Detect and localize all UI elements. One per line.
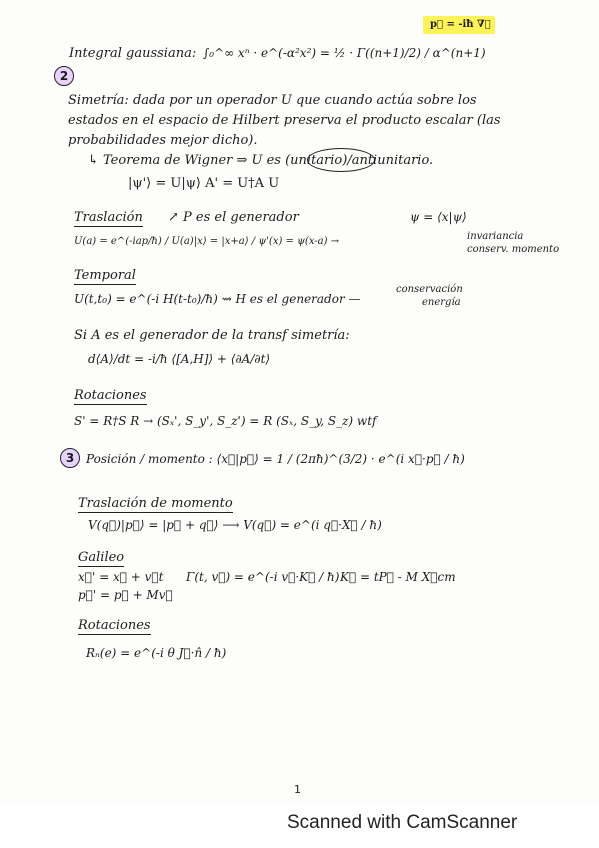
wigner-theorem: ↳ Teorema de Wigner ⇒ U es (unitario)/antiunitario. xyxy=(88,153,434,168)
section-number-3: 3 xyxy=(60,448,80,468)
rotation-operator: Rₙ(e) = e^(-i θ J⃗·n̂ / ħ) xyxy=(86,646,227,660)
page-number: 1 xyxy=(294,783,301,796)
traslacion-title: Traslación xyxy=(74,210,143,225)
galileo-position: x⃗' = x⃗ + v⃗t xyxy=(78,570,164,584)
traslacion-momento-title: Traslación de momento xyxy=(78,496,233,511)
symmetry-line-2: estados en el espacio de Hilbert preserva el producto escalar (las xyxy=(68,113,501,128)
gaussian-label: Integral gaussiana: xyxy=(69,46,197,61)
symmetry-line-1: Simetría: dada por un operador U que cuando actúa sobre los xyxy=(68,93,477,108)
state-transform: |ψ'⟩ = U|ψ⟩ A' = U†A U xyxy=(128,176,280,191)
psi-definition: ψ = ⟨x|ψ⟩ xyxy=(410,210,467,224)
symmetry-line-3: probabilidades mejor dicho). xyxy=(68,133,258,148)
traslacion-formula: U(a) = e^(-iap/ħ) / U(a)|x⟩ = |x+a⟩ / ψ'(x) = ψ(x-a) → xyxy=(74,236,340,247)
momentum-operator-note: p⃗ = -iħ ∇⃗ xyxy=(430,19,491,30)
boost-generator: K⃗ = tP⃗ - M X⃗cm xyxy=(340,570,456,584)
position-momentum: Posición / momento : ⟨x⃗|p⃗⟩ = 1 / (2πħ)^(3/2) · e^(i x⃗·p⃗ / ħ) xyxy=(86,452,465,466)
momentum-translation-formula: V(q⃗)|p⃗⟩ = |p⃗ + q⃗⟩ ⟶ V(q⃗) = e^(i q⃗·X⃗ / ħ) xyxy=(88,518,382,532)
energia-note: energía xyxy=(422,297,461,308)
galileo-title: Galileo xyxy=(78,550,125,565)
camscanner-watermark: Scanned with CamScanner xyxy=(287,812,518,833)
heisenberg-equation: d⟨A⟩/dt = -i/ħ ⟨[A,H]⟩ + ⟨∂A/∂t⟩ xyxy=(88,352,271,366)
galileo-operator: Γ(t, v⃗) = e^(-i v⃗·K⃗ / ħ) xyxy=(186,570,340,584)
conservacion-note: conservación xyxy=(396,284,463,295)
traslacion-generator: ↗ P es el generador xyxy=(168,210,299,225)
gaussian-formula: ∫₀^∞ xⁿ · e^(-α²x²) = ½ · Γ((n+1)/2) / α^(n+1) xyxy=(203,46,486,60)
rotaciones-title: Rotaciones xyxy=(74,388,147,403)
invariancia-note: invariancia xyxy=(467,231,524,242)
section-number-2: 2 xyxy=(54,66,74,86)
temporal-title: Temporal xyxy=(74,268,136,283)
rotaciones-2-title: Rotaciones xyxy=(78,618,151,633)
generator-statement: Si A es el generador de la transf simetría: xyxy=(74,328,350,343)
temporal-formula: U(t,t₀) = e^(-i H(t-t₀)/ħ) ⇝ H es el generador — xyxy=(74,292,361,306)
galileo-momentum: p⃗' = p⃗ + Mv⃗ xyxy=(78,588,173,602)
unitario-circle xyxy=(307,148,375,172)
conserv-momento-note: conserv. momento xyxy=(467,244,560,255)
spin-rotation-formula: S' = R†S R → (Sₓ', S_y', S_z') = R (Sₓ, S_y, S_z) wtf xyxy=(74,414,377,428)
